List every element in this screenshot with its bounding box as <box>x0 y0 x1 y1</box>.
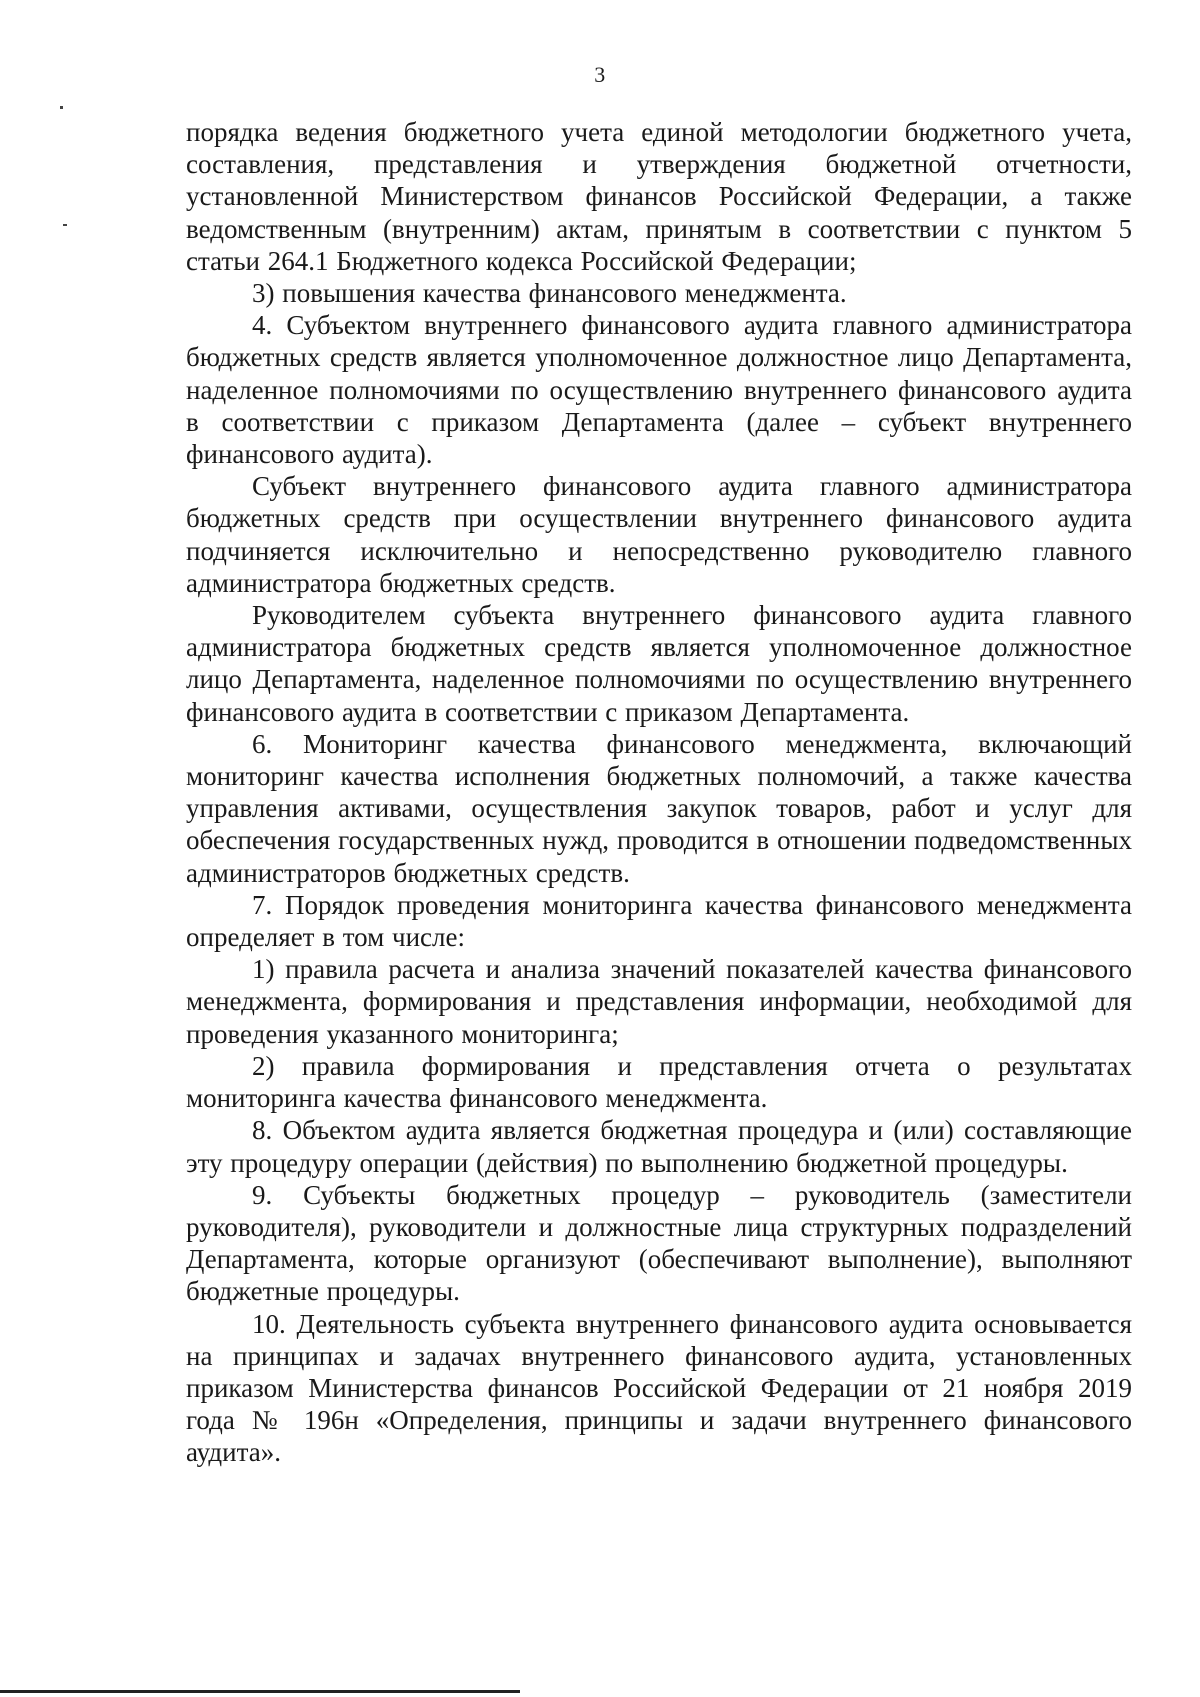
scan-speck <box>63 224 67 226</box>
paragraph: Руководителем субъекта внутреннего финансового аудита главного администратора бюджетных средств является уполномоченное должностное лицо Департамента, наделенное полномочиями по осуществлению внутреннего финансового аудита в соответствии с приказом Департамента. <box>186 600 1132 727</box>
page-number: 3 <box>594 62 606 87</box>
paragraph: 1) правила расчета и анализа значений показателей качества финансового менеджмента, формирования и представления информации, необходимой для проведения указанного мониторинга; <box>186 954 1132 1049</box>
scan-speck <box>60 106 63 109</box>
paragraph: 6. Мониторинг качества финансового менеджмента, включающий мониторинг качества исполнения бюджетных полномочий, а также качества управления активами, осуществления закупок товаров, работ и услуг для обеспечения государственных нужд, проводится в отношении подведомственных администраторов бюджетных средств. <box>186 728 1132 888</box>
paragraph: 10. Деятельность субъекта внутреннего финансового аудита основывается на принципах и задачах внутреннего финансового аудита, установленных приказом Министерства финансов Российской Федерации от 21 ноября 2019 года № 196н «Определения, принципы и задачи внутреннего финансового аудита». <box>186 1308 1132 1468</box>
document-body <box>186 116 1132 1469</box>
paragraph: 7. Порядок проведения мониторинга качества финансового менеджмента определяет в том числе: <box>186 889 1132 953</box>
paragraph: порядка ведения бюджетного учета единой методологии бюджетного учета, составления, представления и утверждения бюджетной отчетности, установленной Министерством финансов Российской Федерации, а также ведомственным (внутренним) актам, принятым в соответствии с пунктом 5 статьи 264.1 Бюджетного кодекса Российской Федерации; <box>186 117 1132 276</box>
paragraph: 9. Субъекты бюджетных процедур – руководитель (заместители руководителя), руководители и должностные лица структурных подразделений Департамента, которые организуют (обеспечивают выполнение), выполняют бюджетные процедуры. <box>186 1179 1132 1307</box>
bottom-rule <box>0 1690 520 1693</box>
paragraph: 3) повышения качества финансового менеджмента. <box>252 278 847 309</box>
paragraph: 8. Объектом аудита является бюджетная процедура и (или) составляющие эту процедуру операции (действия) по выполнению бюджетной процедуры. <box>186 1115 1132 1178</box>
paragraph: 2) правила формирования и представления отчета о результатах мониторинга качества финансового менеджмента. <box>186 1050 1132 1114</box>
paragraph: Субъект внутреннего финансового аудита главного администратора бюджетных средств при осуществлении внутреннего финансового аудита подчиняется исключительно и непосредственно руководителю главного администратора бюджетных средств. <box>186 471 1132 598</box>
paragraph: 4. Субъектом внутреннего финансового аудита главного администратора бюджетных средств является уполномоченное должностное лицо Департамента, наделенное полномочиями по осуществлению внутреннего финансового аудита в соответствии с приказом Департамента (далее – субъект внутреннего финансового аудита). <box>186 310 1132 470</box>
